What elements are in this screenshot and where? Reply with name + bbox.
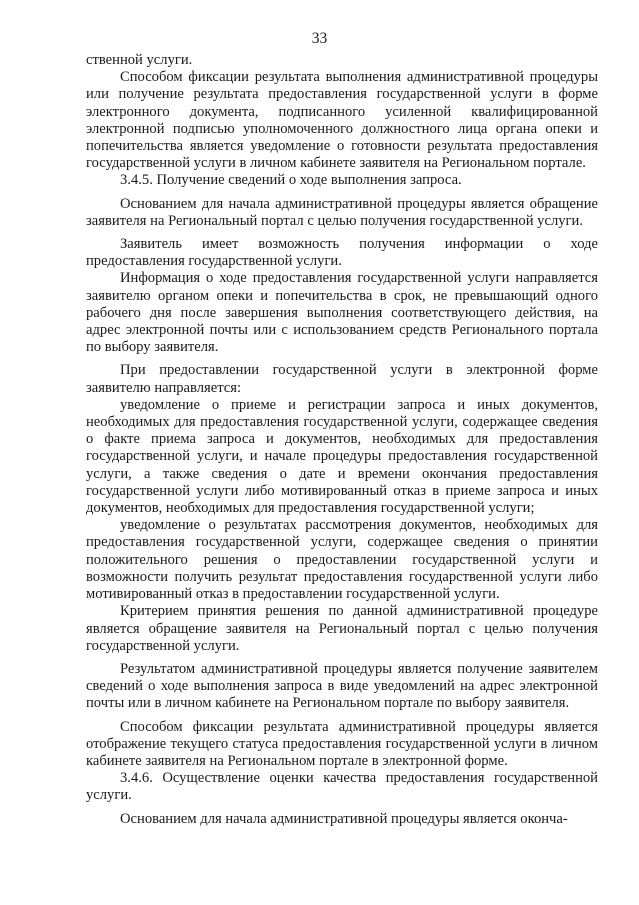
paragraph: Основанием для начала административной процедуры является оконча-: [120, 810, 568, 827]
paragraph: ственной услуги.: [86, 52, 193, 68]
page-number: 33: [311, 30, 328, 47]
section-heading: 3.4.6. Осуществление оценки качества предоставления государственной услуги.: [86, 770, 598, 804]
paragraph: Способом фиксации результата административной процедуры является отображение текущего статуса предоставления государственной услуги в личном кабинете заявителя на Региональном портале в электронной форме.: [86, 718, 598, 769]
paragraph: Основанием для начала административной процедуры является обращение заявителя на Региональный портал с целью получения государственной услуги.: [86, 195, 598, 229]
paragraph: Результатом административной процедуры является получение заявителем сведений о ходе выполнения запроса в виде уведомлений на адрес электронной почты или в личном кабинете на Региональном портале по выбору заявителя.: [86, 660, 598, 712]
paragraph: Способом фиксации результата выполнения административной процедуры или получение результата предоставления государственной услуги в форме электронного документа, подписанного усиленной квалифицированной электронной подписью уполномоченного должностного лица органа опеки и попечительства является уведомление о готовности результата предоставления государственной услуги в личном кабинете заявителя на Региональном портале.: [86, 69, 598, 172]
paragraph: Информация о ходе предоставления государственной услуги направляется заявителю органом опеки и попечительства в срок, не превышающий одного рабочего дня после завершения выполнения соответствующего действия, на адрес электронной почты или с использованием средств Регионального портала по выбору заявителя.: [86, 270, 598, 356]
list-item: уведомление о результатах рассмотрения документов, необходимых для предоставления государственной услуги, содержащее сведения о принятии положительного решения о предоставлении государственной услуги и возможности получить результат предоставления государственной услуги либо мотивированный отказ в предоставлении государственной услуги.: [86, 517, 598, 603]
paragraph: При предоставлении государственной услуги в электронной форме заявителю направляется:: [86, 362, 598, 396]
section-heading: 3.4.5. Получение сведений о ходе выполнения запроса.: [120, 172, 462, 189]
document-body: [86, 52, 598, 828]
list-item: уведомление о приеме и регистрации запроса и иных документов, необходимых для предоставления государственной услуги, содержащее сведения о факте приема запроса и документов, необходимых для предоставления государственной услуги, и начале процедуры предоставления государственной услуги, а также сведения о дате и времени окончания предоставления государственной услуги либо мотивированный отказ в приеме запроса и иных документов, необходимых для предоставления государственной услуги;: [86, 396, 598, 517]
paragraph: Заявитель имеет возможность получения информации о ходе предоставления государственной услуги.: [86, 236, 598, 270]
paragraph: Критерием принятия решения по данной административной процедуре является обращение заявителя на Региональный портал с целью получения государственной услуги.: [86, 603, 598, 654]
